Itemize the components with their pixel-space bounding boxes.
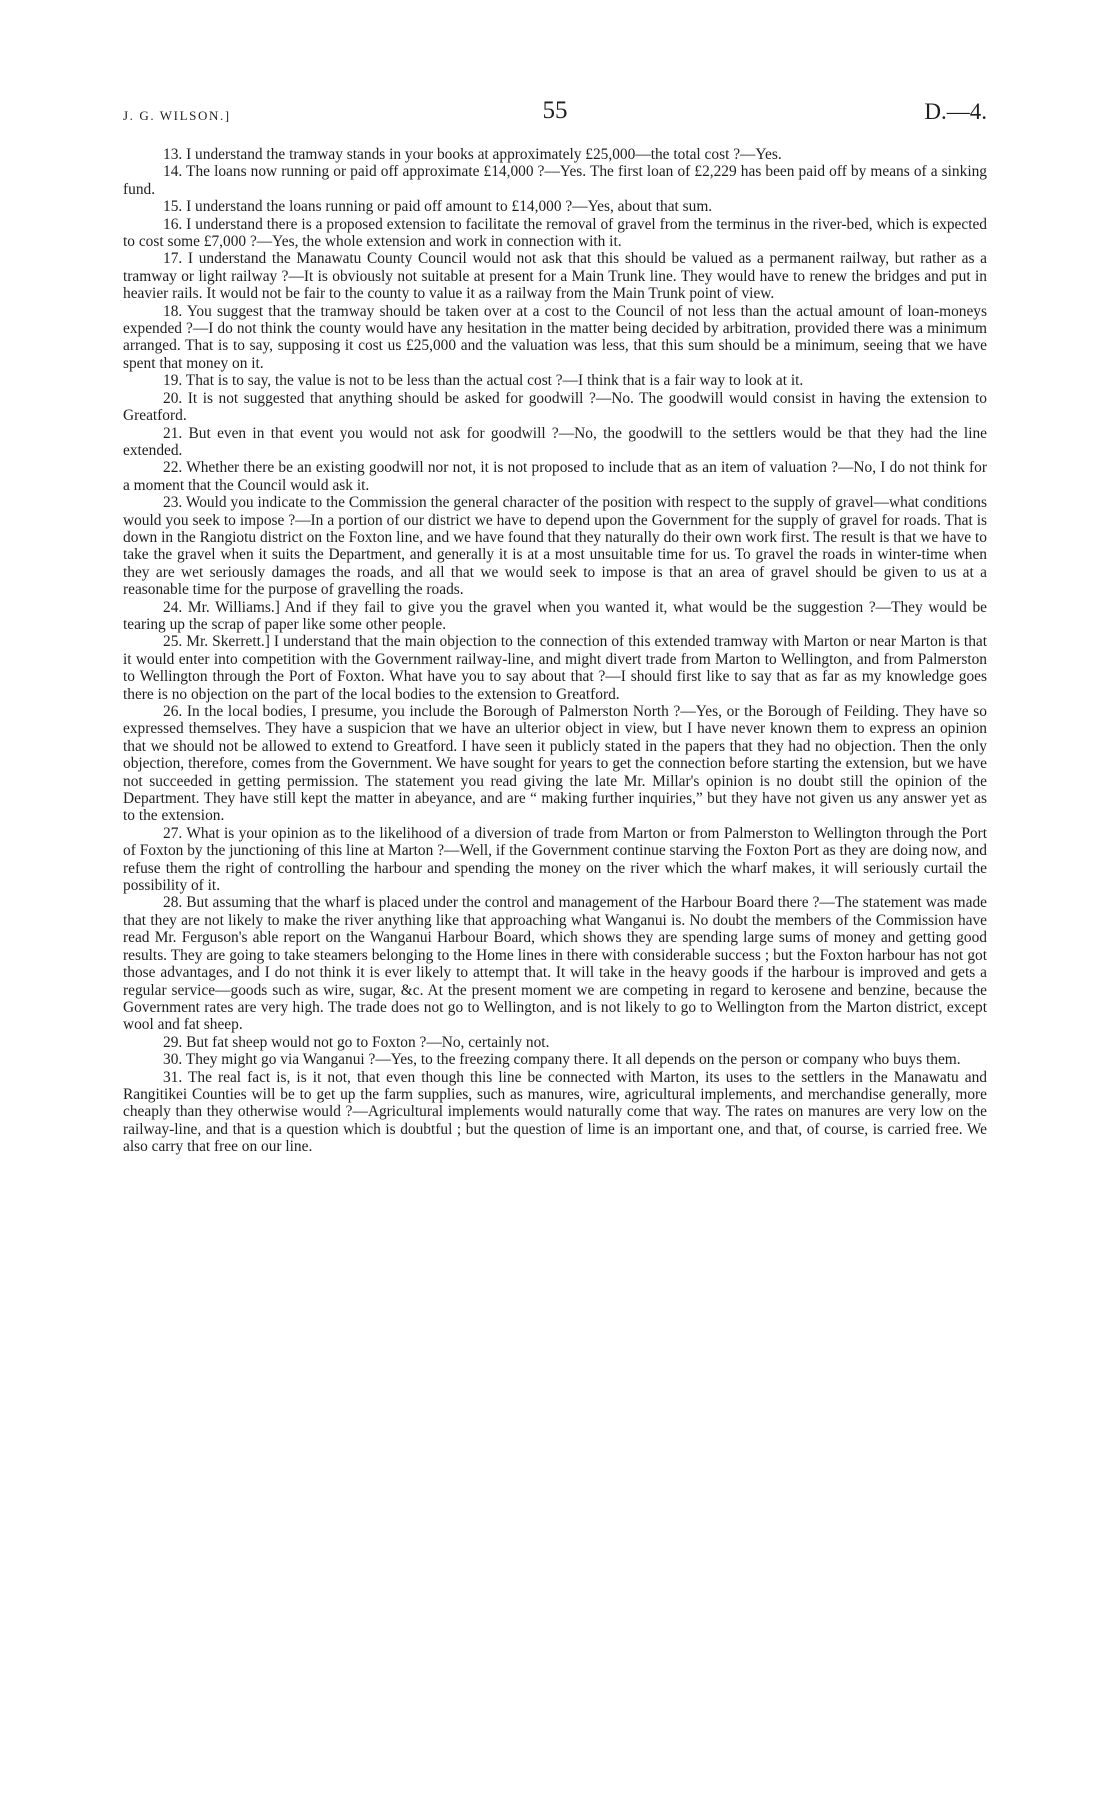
document-reference: D.—4. [924, 99, 987, 124]
paragraph: 19. That is to say, the value is not to be less than the actual cost ?—I think that is a fair way to look at it. [163, 372, 804, 390]
paragraph: 18. You suggest that the tramway should be taken over at a cost to the Council of not less than the actual amount of loan-moneys expended ?—I do not think the county would have any hesitation in the matter being decided by arbitration, provided there was a minimum arranged. That is to say, supposing it cost us £25,000 and the valuation was less, that this sum should be a minimum, seeing that we have spent that money on it. [123, 302, 987, 372]
paragraph: 31. The real fact is, is it not, that even though this line be connected with Marton, its uses to the settlers in the Manawatu and Rangitikei Counties will be to get up the farm supplies, such as manures, wire, agricultural implements, and merchandise generally, more cheaply than they otherwise would ?—Agricultural implements would naturally come that way. The rates on manures are very low on the railway-line, and that is a question which is doubtful ; but the question of lime is an important one, and that, of course, is carried free. We also carry that free on our line. [123, 1068, 987, 1156]
paragraph: 23. Would you indicate to the Commission the general character of the position with respect to the supply of gravel—what conditions would you seek to impose ?—In a portion of our district we have to depend upon the Government for the supply of gravel for roads. That is down in the Rangiotu district on the Foxton line, and we have found that they naturally do their own work first. The result is that we have to take the gravel when it suits the Department, and generally it is at a most unsuitable time for us. To gravel the roads in winter-time when they are wet seriously damages the roads, and all that we would seek to impose is that an area of gravel should be given to us at a reasonable time for the purpose of gravelling the roads. [123, 494, 987, 599]
paragraph: 16. I understand there is a proposed extension to facilitate the removal of gravel from the terminus in the river-bed, which is expected to cost some £7,000 ?—Yes, the whole extension and work in connection with it. [123, 215, 987, 251]
paragraph: 22. Whether there be an existing goodwill nor not, it is not proposed to include that as an item of valuation ?—No, I do not think for a moment that the Council would ask it. [123, 459, 987, 494]
witness-name: J. G. WILSON.] [123, 108, 231, 123]
paragraph: 24. Mr. Williams.] And if they fail to give you the gravel when you wanted it, what would be the suggestion ?—They would be tearing up the scrap of paper like some other people. [123, 598, 987, 633]
paragraph: 17. I understand the Manawatu County Council would not ask that this should be valued as a permanent railway, but rather as a tramway or light railway ?—It is obviously not suitable at present for a Main Trunk line. They would have to renew the bridges and put in heavier rails. It would not be fair to the county to value it as a railway from the Main Trunk point of view. [123, 250, 987, 303]
paragraph: 25. Mr. Skerrett.] I understand that the main objection to the connection of this extended tramway with Marton or near Marton is that it would enter into competition with the Government railway-line, and might divert trade from Marton to Wellington, and from Palmerston to Wellington through the Port of Foxton. What have you to say about that ?—I should first like to say that as far as my knowledge goes there is no objection on the part of the local bodies to the extension to Greatford. [123, 633, 987, 703]
paragraph: 26. In the local bodies, I presume, you include the Borough of Palmerston North ?—Yes, or the Borough of Feilding. They have so expressed themselves. They have a suspicion that we have an ulterior object in view, but I have never known them to express an opinion that we should not be allowed to extend to Greatford. I have seen it publicly stated in the papers that they had no objection. Then the only objection, therefore, comes from the Government. We have sought for years to get the connection before starting the extension, but we have not succeeded in getting permission. The statement you read giving the late Mr. Millar's opinion is no doubt still the opinion of the Department. They have still kept the matter in abeyance, and are “ making further inquiries,” but they have not given us any answer yet as to the extension. [123, 703, 987, 825]
paragraph: 28. But assuming that the wharf is placed under the control and management of the Harbour Board there ?—The statement was made that they are not likely to make the river anything like that approaching what Wanganui is. No doubt the members of the Commission have read Mr. Ferguson's able report on the Wanganui Harbour Board, which shows they are spending large sums of money and getting good results. They are going to take steamers belonging to the Home lines in there with considerable success ; but the Foxton harbour has not got those advantages, and I do not think it is ever likely to attempt that. It will take in the heavy goods if the harbour is improved and gets a regular service—goods such as wire, sugar, &c. At the present moment we are competing in regard to kerosene and benzine, because the Government rates are very high. The trade does not go to Wellington, and is not likely to go to Wellington from the Marton district, except wool and fat sheep. [123, 894, 987, 1034]
page-number: 55 [542, 97, 568, 124]
body-text [123, 146, 987, 1156]
page-header [123, 98, 987, 132]
paragraph: 27. What is your opinion as to the likelihood of a diversion of trade from Marton or from Palmerston to Wellington through the Port of Foxton by the junctioning of this line at Marton ?—Well, if the Government continue starving the Foxton Port as they are doing now, and refuse them the right of controlling the harbour and spending the money on the river which the wharf makes, it will seriously curtail the possibility of it. [123, 824, 987, 895]
paragraph: 14. The loans now running or paid off approximate £14,000 ?—Yes. The first loan of £2,229 has been paid off by means of a sinking fund. [123, 163, 987, 198]
paragraph: 13. I understand the tramway stands in your books at approximately £25,000—the total cost ?—Yes. [163, 146, 782, 163]
paragraph: 29. But fat sheep would not go to Foxton ?—No, certainly not. [163, 1033, 550, 1051]
paragraph: 30. They might go via Wanganui ?—Yes, to the freezing company there. It all depends on the person or company who buys them. [163, 1051, 961, 1069]
paragraph: 15. I understand the loans running or paid off amount to £14,000 ?—Yes, about that sum. [163, 198, 713, 216]
paragraph: 21. But even in that event you would not ask for goodwill ?—No, the goodwill to the settlers would be that they had the line extended. [123, 424, 987, 459]
paragraph: 20. It is not suggested that anything should be asked for goodwill ?—No. The goodwill would consist in having the extension to Greatford. [123, 389, 987, 425]
